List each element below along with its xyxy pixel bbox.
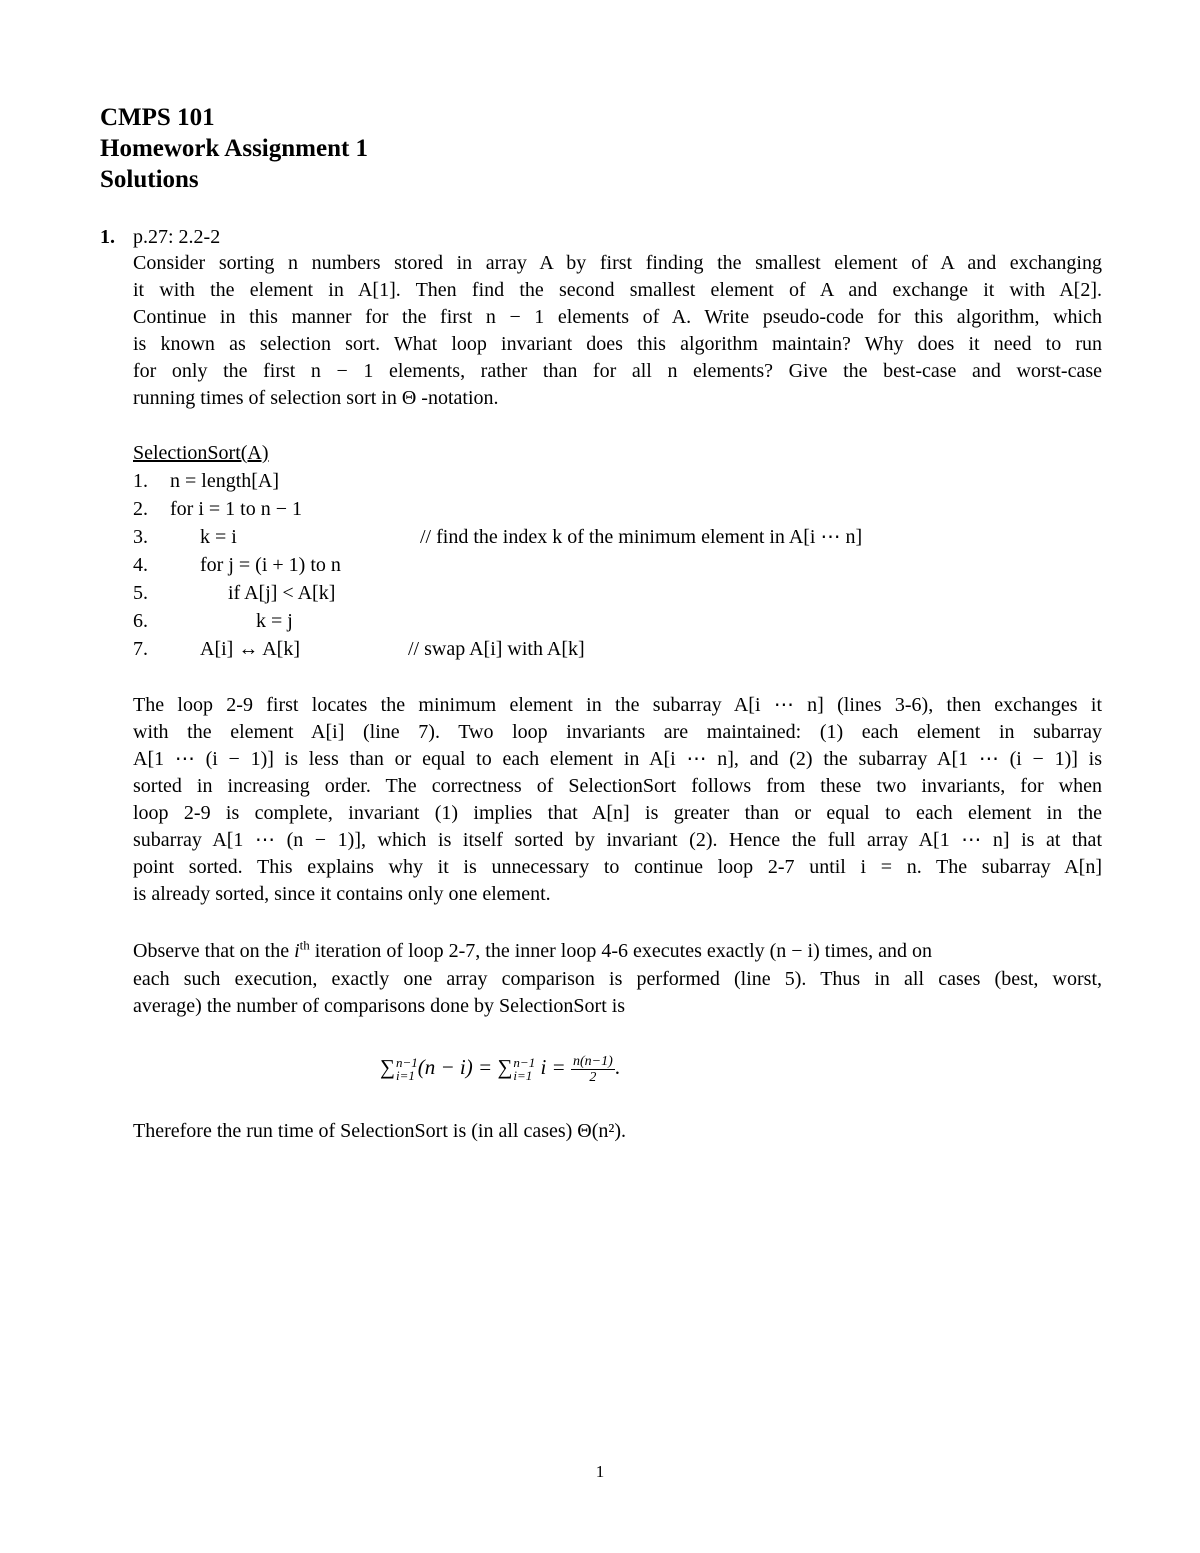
page-number: 1 (595, 1462, 605, 1481)
code-line-body: if A[j] < A[k] (228, 582, 336, 604)
ith-superscript: th (299, 937, 310, 953)
sigma-symbol-2: ∑ (497, 1055, 513, 1079)
sum-limits (396, 1056, 418, 1082)
explanation-line-5: loop 2-9 is complete, invariant (1) implies that A[n] is greater than or equal to each element in the (133, 802, 1102, 824)
code-line-6 (133, 608, 293, 635)
code-line-body: k = j (256, 610, 293, 632)
code-line-body: n = length[A] (170, 470, 280, 492)
sum-upper-2: n−1 (513, 1055, 536, 1071)
conclusion-line: Therefore the run time of SelectionSort is (in all cases) Θ(n²). (133, 1120, 627, 1142)
explanation-line-1: The loop 2-9 first locates the minimum element in the subarray A[i ⋯ n] (lines 3-6), then exchanges it (133, 694, 1102, 716)
solutions-title: Solutions (100, 166, 199, 193)
sum-lower: i=1 (395, 1068, 415, 1084)
statement-line-6: running times of selection sort in Θ -notation. (133, 387, 499, 409)
analysis-line-1 (133, 938, 1102, 965)
code-line-body: for j = (i + 1) to n (200, 554, 341, 576)
code-line-2 (133, 496, 302, 523)
code-line-number: 1. (133, 470, 148, 492)
explanation-line-4: sorted in increasing order. The correctness of SelectionSort follows from these two invariants, for when (133, 775, 1102, 797)
analysis-line-1-start: Observe that on the (133, 940, 295, 962)
code-line-body: for i = 1 to n − 1 (170, 498, 302, 520)
summation-formula (380, 1050, 620, 1085)
formula-period: . (614, 1055, 620, 1079)
code-line-number: 7. (133, 638, 148, 660)
explanation-line-8: is already sorted, since it contains only one element. (133, 883, 551, 905)
course-title: CMPS 101 (100, 104, 215, 131)
sum-term-2: i = (535, 1055, 571, 1079)
code-line-number: 5. (133, 582, 148, 604)
sum-lower-2: i=1 (513, 1068, 533, 1084)
code-line-body: A[i] ↔ A[k] (200, 638, 300, 660)
assignment-title: Homework Assignment 1 (100, 135, 369, 162)
analysis-line-2: each such execution, exactly one array comparison is performed (line 5). Thus in all cases (best, worst, (133, 968, 1102, 990)
explanation-line-6: subarray A[1 ⋯ (n − 1)], which is itself sorted by invariant (2). Hence the full array A[1 ⋯ n] is at that (133, 829, 1102, 851)
code-line-1 (133, 468, 280, 495)
fraction-numerator: n(n−1) (572, 1053, 613, 1069)
problem-reference: p.27: 2.2-2 (133, 226, 221, 248)
statement-line-4: is known as selection sort. What loop invariant does this algorithm maintain? Why does it need to run (133, 333, 1102, 355)
code-line-number: 6. (133, 610, 148, 632)
code-line-body: k = i (200, 526, 237, 548)
code-comment: // swap A[i] with A[k] (408, 638, 585, 660)
statement-line-5: for only the first n − 1 elements, rather than for all n elements? Give the best-case and worst-case (133, 360, 1102, 382)
code-line-number: 4. (133, 554, 148, 576)
code-line-3 (133, 524, 863, 551)
sum-upper: n−1 (395, 1055, 418, 1071)
explanation-line-2: with the element A[i] (line 7). Two loop invariants are maintained: (1) each element in subarray (133, 721, 1102, 743)
sigma-symbol: ∑ (380, 1055, 395, 1079)
statement-line-2: it with the element in A[1]. Then find the second smallest element of A and exchange it with A[2]. (133, 279, 1102, 301)
analysis-line-1-end: iteration of loop 2-7, the inner loop 4-6 executes exactly (n − i) times, and on (309, 940, 932, 962)
code-line-5 (133, 580, 336, 607)
analysis-line-3: average) the number of comparisons done by SelectionSort is (133, 995, 626, 1017)
statement-line-3: Continue in this manner for the first n − 1 elements of A. Write pseudo-code for this algorithm, which (133, 306, 1102, 328)
explanation-line-7: point sorted. This explains why it is unnecessary to continue loop 2-7 until i = n. The subarray A[n] (133, 856, 1102, 878)
result-fraction (571, 1054, 615, 1085)
code-comment: // find the index k of the minimum element in A[i ⋯ n] (420, 526, 863, 548)
fraction-denominator: 2 (589, 1069, 597, 1085)
code-line-number: 3. (133, 526, 148, 548)
pseudocode-title: SelectionSort(A) (133, 442, 269, 464)
sum-limits-2 (513, 1056, 535, 1082)
code-line-7 (133, 636, 585, 663)
statement-line-1: Consider sorting n numbers stored in array A by first finding the smallest element of A and exchanging (133, 252, 1102, 274)
explanation-line-3: A[1 ⋯ (i − 1)] is less than or equal to each element in A[i ⋯ n], and (2) the subarray A[1 ⋯ (i − 1)] is (133, 748, 1102, 770)
code-line-4 (133, 552, 341, 579)
sum-term-1: (n − i) = (417, 1055, 498, 1079)
code-line-number: 2. (133, 498, 148, 520)
problem-number: 1. (100, 226, 115, 248)
ith-symbol: i (294, 940, 300, 962)
